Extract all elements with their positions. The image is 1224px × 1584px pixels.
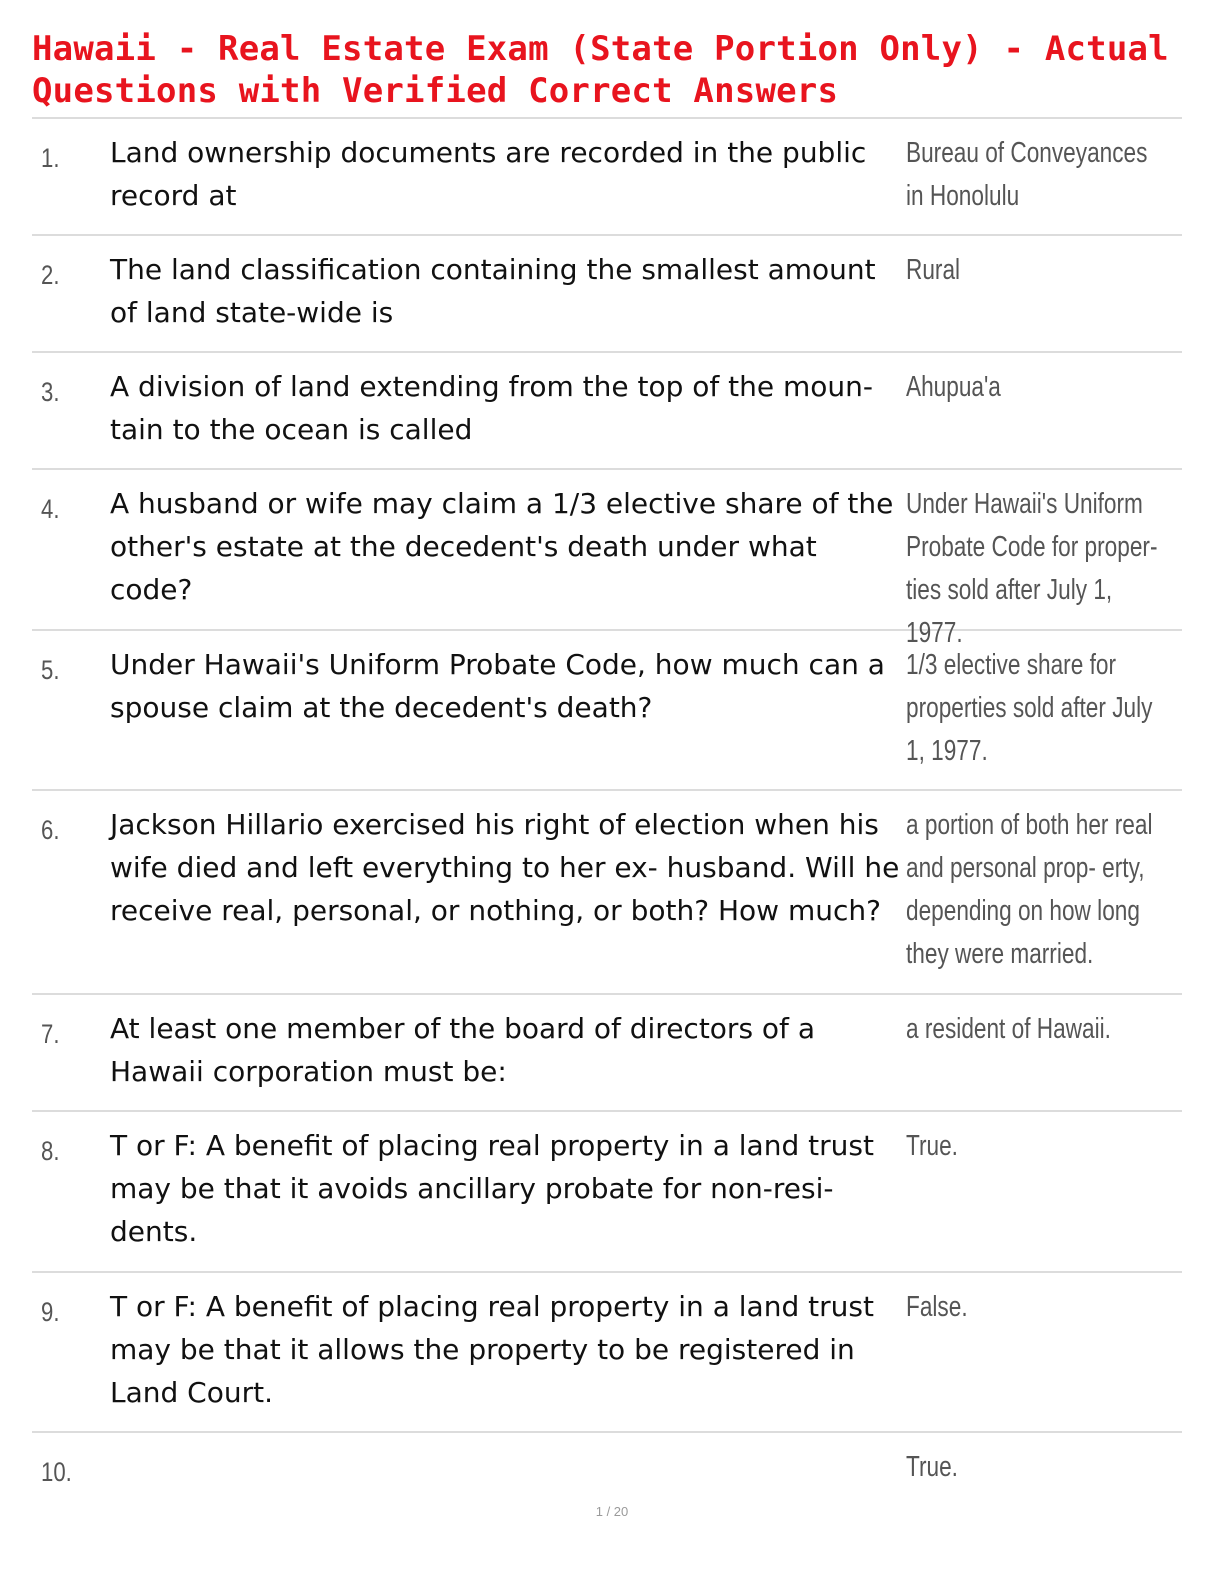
question-text: T or F: A benefit of placing real property in a land trust may be that it avoids ancillary probate for non-resi- dents.: [110, 1129, 874, 1248]
question-number: 8.: [41, 1136, 60, 1166]
question-text: A husband or wife may claim a 1/3 elective share of the other's estate at the decedent's death under what code?: [110, 487, 894, 606]
answer-text: Rural: [906, 254, 961, 286]
question-row-4: [32, 470, 1182, 649]
question-text: Jackson Hillario exercised his right of election when his wife died and left everything to her ex- husband. Will he receive real, personal, or nothing, or both? How much?: [110, 808, 900, 927]
question-text: Land ownership documents are recorded in the public record at: [110, 136, 867, 212]
question-number: 1.: [41, 143, 60, 173]
answer-text: Bureau of Conveyances in Honolulu: [906, 137, 1148, 212]
answer-text: Ahupua'a: [906, 371, 1001, 403]
title-line-1: Hawaii - Real Estate Exam (State Portion Only) - Actual: [32, 29, 1169, 69]
question-number: 6.: [41, 815, 60, 845]
answer-text: False.: [906, 1291, 968, 1323]
question-number: 10.: [41, 1457, 72, 1487]
title-line-2: Questions with Verified Correct Answers: [32, 71, 839, 111]
answer-text: Under Hawaii's Uniform Probate Code for proper- ties sold after July 1, 1977.: [906, 488, 1158, 649]
question-row-3: [32, 353, 1182, 470]
document-title: [32, 28, 1202, 112]
question-row-5: [32, 631, 1182, 791]
question-number: 3.: [41, 377, 60, 407]
question-row-2: [32, 236, 1182, 353]
question-number: 9.: [41, 1297, 60, 1327]
answer-text: a resident of Hawaii.: [906, 1013, 1111, 1045]
question-text: Under Hawaii's Uniform Probate Code, how much can a spouse claim at the decedent's death?: [110, 648, 885, 724]
question-number: 7.: [41, 1019, 60, 1049]
question-number: 2.: [41, 260, 60, 290]
answer-text: True.: [906, 1130, 958, 1162]
question-text: A division of land extending from the top of the moun- tain to the ocean is called: [110, 370, 874, 446]
question-row-9: [32, 1273, 1182, 1433]
answer-text: 1/3 elective share for properties sold after July 1, 1977.: [906, 649, 1153, 767]
answer-text: True.: [906, 1451, 958, 1483]
question-text: At least one member of the board of directors of a Hawaii corporation must be:: [110, 1012, 815, 1088]
question-row-10: [32, 1433, 1182, 1503]
question-row-1: [32, 119, 1182, 236]
question-number: 4.: [41, 494, 60, 524]
question-text: T or F: A benefit of placing real property in a land trust may be that it allows the property to be registered in Land Court.: [110, 1290, 874, 1409]
question-row-6: [32, 791, 1182, 995]
page-number: 1 / 20: [595, 1504, 629, 1519]
question-row-7: [32, 995, 1182, 1112]
question-row-8: [32, 1112, 1182, 1273]
question-text: The land classification containing the smallest amount of land state-wide is: [110, 253, 876, 329]
question-number: 5.: [41, 655, 60, 685]
question-list: [32, 117, 1182, 1503]
answer-text: a portion of both her real and personal prop- erty, depending on how long they were married.: [906, 809, 1153, 970]
